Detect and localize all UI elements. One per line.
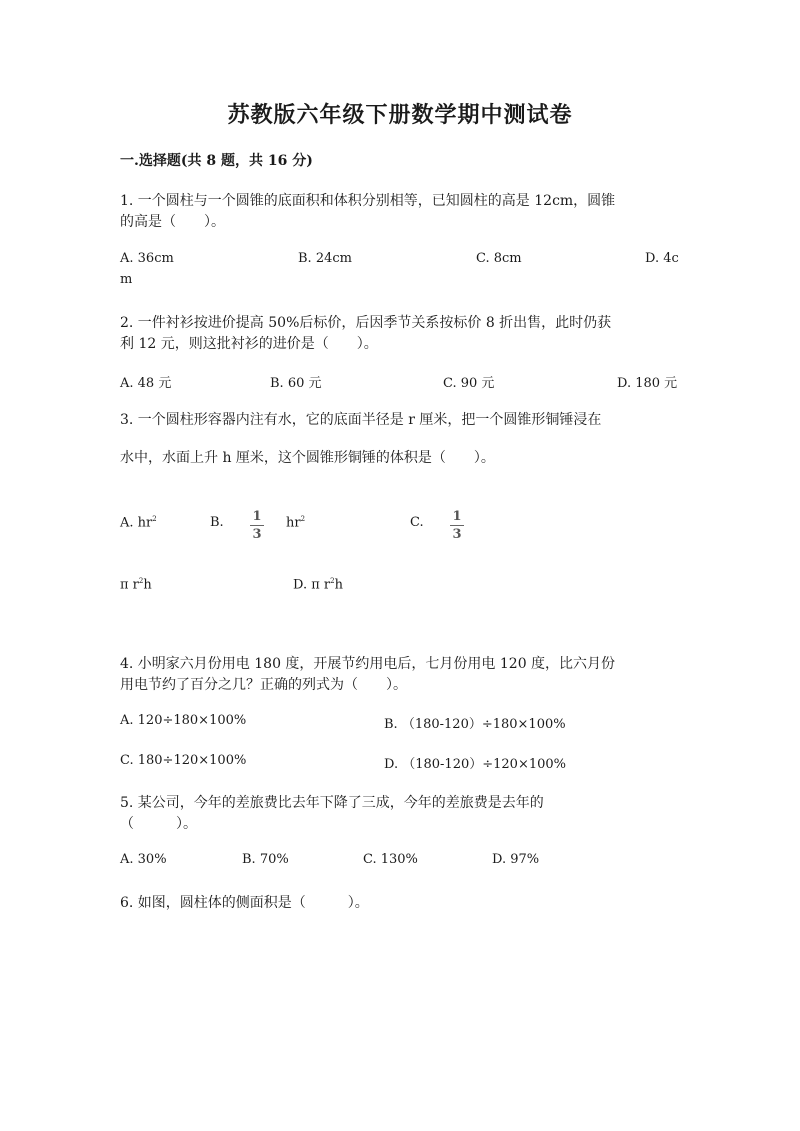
option-d-text-h: h <box>334 577 343 593</box>
question-5-option-b[interactable]: B. 70% <box>242 852 289 867</box>
question-5-option-a[interactable]: A. 30% <box>120 852 167 867</box>
option-b-text: hr <box>286 515 301 531</box>
question-6-line-1: 6. 如图，圆柱体的侧面积是（ ）。 <box>120 895 369 911</box>
fraction-numerator: 1 <box>252 509 262 524</box>
question-2-line-2: 利 12 元，则这批衬衫的进价是（ ）。 <box>120 336 378 352</box>
question-2-option-b[interactable]: B. 60 元 <box>270 376 322 391</box>
question-4-line-2: 用电节约了百分之几？正确的列式为（ ）。 <box>120 677 407 693</box>
superscript-2: 2 <box>138 577 144 585</box>
section-heading: 一.选择题(共 8 题，共 16 分) <box>120 153 313 169</box>
superscript-2: 2 <box>300 515 306 523</box>
fraction-denominator: 3 <box>452 527 462 542</box>
question-5-line-1: 5. 某公司，今年的差旅费比去年下降了三成，今年的差旅费是去年的 <box>120 795 544 811</box>
question-3-option-a[interactable] <box>120 515 157 530</box>
question-4-option-b[interactable]: B. （180-120）÷180×100% <box>384 717 566 732</box>
question-3-option-c-expression <box>120 577 152 592</box>
question-2-line-1: 2. 一件衬衫按进价提高 50%后标价，后因季节关系按标价 8 折出售，此时仍获 <box>120 315 612 331</box>
option-c-text-h: h <box>143 577 152 593</box>
question-2-option-c[interactable]: C. 90 元 <box>443 376 495 391</box>
option-c-text: π r <box>120 577 139 593</box>
question-2-option-a[interactable]: A. 48 元 <box>120 376 172 391</box>
superscript-2: 2 <box>330 577 335 585</box>
question-1-option-a[interactable]: A. 36cm <box>120 251 174 266</box>
question-4-option-a[interactable]: A. 120÷180×100% <box>120 713 247 728</box>
question-2-option-d[interactable]: D. 180 元 <box>617 376 678 391</box>
question-4-option-c[interactable]: C. 180÷120×100% <box>120 753 247 768</box>
question-3-line-1: 3. 一个圆柱形容器内注有水，它的底面半径是 r 厘米，把一个圆锥形铜锤浸在 <box>120 412 602 428</box>
question-1-line-2: 的高是（ ）。 <box>120 214 225 230</box>
question-3-option-b-expression <box>286 515 305 530</box>
question-1-option-d[interactable]: D. 4c <box>645 251 679 266</box>
question-5-option-c[interactable]: C. 130% <box>363 852 418 867</box>
fraction-numerator: 1 <box>452 509 462 524</box>
question-4-line-1: 4. 小明家六月份用电 180 度，开展节约用电后，七月份用电 120 度，比六月份 <box>120 656 616 672</box>
option-a-text: A. hr <box>120 515 153 531</box>
question-1-option-d-wrap: m <box>120 272 133 287</box>
question-3-option-d[interactable] <box>293 577 343 592</box>
question-5-line-2: （ ）。 <box>120 816 197 832</box>
fraction-bar <box>450 525 464 526</box>
fraction-one-third <box>250 509 264 542</box>
question-1-option-c[interactable]: C. 8cm <box>476 251 522 266</box>
fraction-one-third <box>450 509 464 542</box>
fraction-denominator: 3 <box>252 527 262 542</box>
question-1-line-1: 1. 一个圆柱与一个圆锥的底面积和体积分别相等，已知圆柱的高是 12cm，圆锥 <box>120 193 616 209</box>
option-d-text: D. π r <box>293 577 331 593</box>
question-1-option-b[interactable]: B. 24cm <box>298 251 352 266</box>
question-3-line-2: 水中，水面上升 h 厘米，这个圆锥形铜锤的体积是（ ）。 <box>120 450 495 466</box>
question-5-option-d[interactable]: D. 97% <box>492 852 540 867</box>
superscript-2: 2 <box>152 515 157 523</box>
question-4-option-d[interactable]: D. （180-120）÷120×100% <box>384 757 567 772</box>
page-title: 苏教版六年级下册数学期中测试卷 <box>227 102 573 128</box>
question-3-option-c[interactable]: C. <box>410 515 424 530</box>
question-3-option-b[interactable]: B. <box>210 515 224 530</box>
fraction-bar <box>250 525 264 526</box>
